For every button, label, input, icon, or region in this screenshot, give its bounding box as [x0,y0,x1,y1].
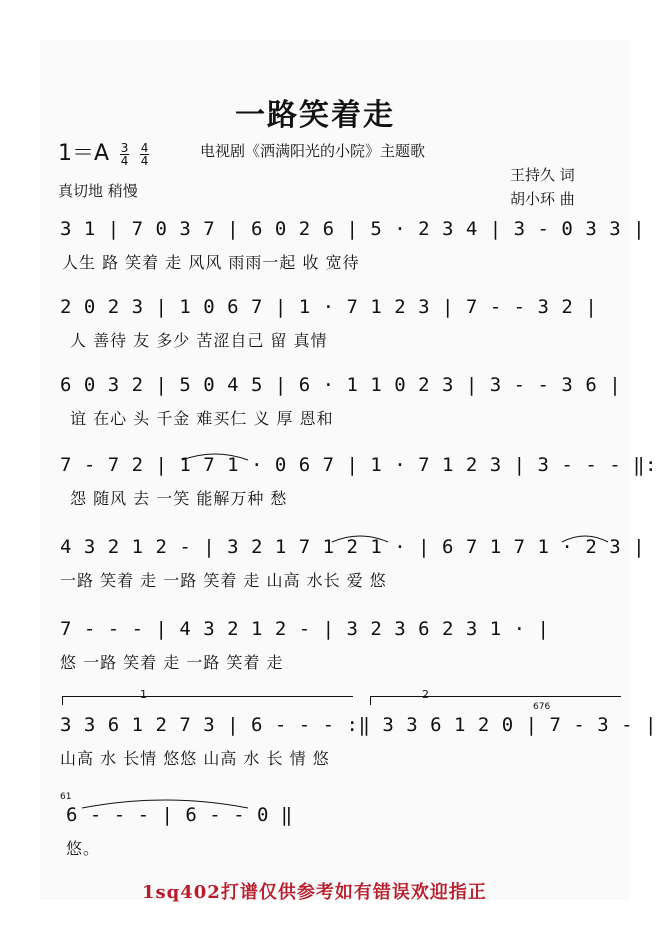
lyrics-row-3: 谊 在心 头 千金 难买仁 义 厚 恩和 [70,409,334,428]
key-label: 1＝A [58,141,110,166]
lyrics-row-6: 悠 一路 笑着 走 一路 笑着 走 [60,653,284,672]
notation-row-4: 7 - 7 2 | 1 7 1 · 0 6 7 | 1 · 7 1 2 3 | 3 - - - ‖: [60,454,657,476]
volta-number-1: 1 [140,688,147,701]
grace-note-row-7: 676 [533,702,551,712]
notation-row-6: 7 - - - | 4 3 2 1 2 - | 3 2 3 6 2 3 1 · | [60,618,550,640]
tempo-marking: 真切地 稍慢 [58,182,138,200]
composer-credit: 胡小环 曲 [510,190,575,208]
notation-row-2: 2 0 2 3 | 1 0 6 7 | 1 · 7 1 2 3 | 7 - - 3 2 | [60,296,598,318]
volta-number-2: 2 [422,688,429,701]
notation-row-5: 4 3 2 1 2 - | 3 2 1 7 1 2 1 · | 6 7 1 7 1 · 2 3 | [60,536,646,558]
ts2-top: 4 [140,140,149,155]
slur-row-4 [180,450,250,462]
footer-note: 1sq402打谱仅供参考如有错误欢迎指正 [142,882,487,903]
notation-row-7: 3 3 6 1 2 7 3 | 6 - - - :‖ 3 3 6 1 2 0 | 7 - 3 - | [60,714,657,736]
lyrics-row-4: 怨 随风 去 一笑 能解万种 愁 [70,489,288,508]
subtitle: 电视剧《洒满阳光的小院》主题歌 [200,142,426,160]
lyrics-row-7: 山高 水 长情 悠悠 山高 水 长 情 悠 [60,749,330,768]
lyrics-row-1: 人生 路 笑着 走 风风 雨雨一起 收 宽待 [62,253,360,272]
lyricist-credit: 王持久 词 [510,166,575,184]
notation-row-8: 6 - - - | 6 - - 0 ‖ [66,804,293,826]
notation-row-3: 6 0 3 2 | 5 0 4 5 | 6 · 1 1 0 2 3 | 3 - - 3 6 | [60,374,622,396]
key-signature [58,136,149,167]
volta-bracket-2 [370,696,621,705]
lyrics-row-8: 悠。 [66,839,101,858]
ts1-bottom: 4 [120,153,129,168]
lyrics-row-5: 一路 笑着 走 一路 笑着 走 山高 水长 爱 悠 [60,571,387,590]
time-signature-2 [140,142,149,167]
grace-note-row-8: 61 [60,792,72,802]
song-title: 一路笑着走 [235,98,395,133]
notation-row-1: 3 1 | 7 0 3 7 | 6 0 2 6 | 5 · 2 3 4 | 3 - 0 3 3 | [60,218,646,240]
ts2-bottom: 4 [140,153,149,168]
slur-row-8 [80,796,250,810]
score-page [40,40,657,903]
slur-row-5b [560,532,610,544]
volta-bracket-1 [62,696,353,705]
ts1-top: 3 [120,140,129,155]
lyrics-row-2: 人 善待 友 多少 苦涩自己 留 真情 [70,331,328,350]
time-signature-1 [120,142,129,167]
slur-row-5a [330,532,390,544]
